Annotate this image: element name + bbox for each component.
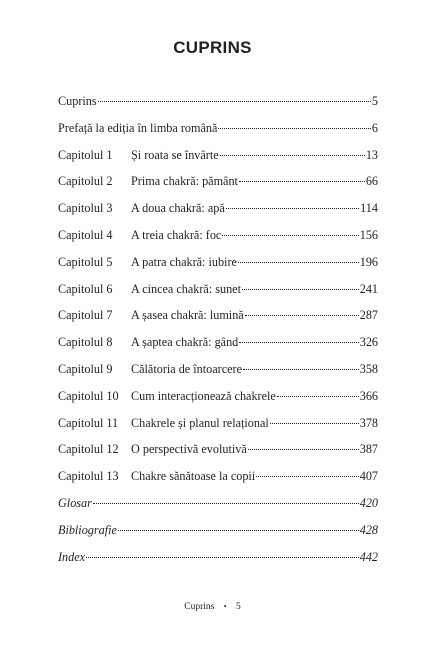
toc-entry-title: Călătoria de întoarcere — [131, 361, 242, 376]
toc-chapter-number: Capitolul 10 — [58, 388, 119, 403]
toc-dot-leader — [118, 530, 359, 531]
toc-chapter-number: Capitolul 11 — [58, 415, 119, 430]
toc-chapter-number: Capitolul 3 — [58, 201, 113, 216]
toc-page-number: 387 — [359, 442, 378, 457]
toc-entry-title: O perspectivă evolutivă — [131, 442, 247, 457]
toc-entry[interactable] — [58, 389, 378, 416]
toc-page-number: 66 — [365, 174, 378, 189]
toc-entry-title: Chakrele și planul relațional — [131, 415, 269, 430]
toc-chapter-number: Capitolul 1 — [58, 147, 113, 162]
toc-dot-leader — [243, 369, 359, 370]
footer-label: Cuprins — [184, 602, 215, 612]
toc-entry-title: A patra chakră: iubire — [131, 254, 237, 269]
toc-chapter-number: Capitolul 5 — [58, 254, 113, 269]
toc-entry[interactable] — [58, 121, 378, 148]
toc-entry-title: Chakre sănătoase la copii — [131, 469, 256, 484]
toc-entry[interactable] — [58, 469, 378, 496]
toc-entry-title: A șasea chakră: lumină — [131, 308, 244, 323]
toc-dot-leader — [242, 289, 359, 290]
toc-entry-title: Și roata se învârte — [131, 147, 219, 162]
toc-entry[interactable] — [58, 174, 378, 201]
toc-page-number: 420 — [359, 495, 378, 510]
toc-entry-title: Prefață la ediția în limba română — [58, 120, 218, 135]
toc-page-number: 156 — [359, 227, 378, 242]
toc-page-number: 6 — [371, 120, 378, 135]
toc-dot-leader — [218, 128, 371, 129]
toc-chapter-number: Capitolul 12 — [58, 442, 119, 457]
toc-dot-leader — [256, 476, 359, 477]
toc-entry-title: A cincea chakră: sunet — [131, 281, 241, 296]
toc-page-number: 428 — [359, 522, 378, 537]
toc-page-number: 287 — [359, 308, 378, 323]
toc-chapter-number: Capitolul 6 — [58, 281, 113, 296]
toc-page-number: 442 — [359, 549, 378, 564]
toc-entry-title: Prima chakră: pământ — [131, 174, 238, 189]
toc-entry[interactable] — [58, 201, 378, 228]
toc-entry-title: A șaptea chakră: gând — [131, 335, 239, 350]
toc-chapter-number: Capitolul 7 — [58, 308, 113, 323]
toc-dot-leader — [239, 342, 358, 343]
toc-chapter-number: Capitolul 8 — [58, 335, 113, 350]
toc-dot-leader — [270, 423, 359, 424]
toc-page-number: 378 — [359, 415, 378, 430]
table-of-contents — [58, 94, 378, 576]
toc-entry[interactable] — [58, 94, 378, 121]
page-title: CUPRINS — [173, 38, 252, 57]
toc-entry-title: Bibliografie — [58, 522, 117, 537]
toc-entry-title: Cuprins — [58, 94, 97, 108]
toc-entry-title: Index — [58, 549, 86, 564]
toc-page-number: 326 — [359, 335, 378, 350]
toc-page-number: 358 — [359, 361, 378, 376]
toc-entry[interactable] — [58, 335, 378, 362]
toc-chapter-number: Capitolul 4 — [58, 227, 113, 242]
toc-entry[interactable] — [58, 148, 378, 175]
toc-page-number: 114 — [360, 201, 378, 216]
toc-dot-leader — [248, 449, 359, 450]
toc-chapter-number: Capitolul 13 — [58, 469, 119, 484]
toc-page-number: 5 — [371, 94, 378, 108]
toc-entry[interactable] — [58, 550, 378, 577]
toc-dot-leader — [86, 557, 359, 558]
toc-dot-leader — [220, 155, 365, 156]
toc-dot-leader — [277, 396, 359, 397]
toc-entry-title: Cum interacționează chakrele — [131, 388, 276, 403]
toc-dot-leader — [98, 101, 371, 102]
toc-entry[interactable] — [58, 308, 378, 335]
toc-entry[interactable] — [58, 442, 378, 469]
footer-separator: • — [223, 602, 227, 611]
page-footer — [0, 602, 425, 612]
toc-dot-leader — [245, 315, 359, 316]
toc-entry-title: A treia chakră: foc — [131, 227, 222, 242]
toc-entry[interactable] — [58, 255, 378, 282]
toc-chapter-number: Capitolul 9 — [58, 361, 113, 376]
toc-dot-leader — [222, 235, 358, 236]
toc-entry-title: A doua chakră: apă — [131, 201, 225, 216]
toc-entry-title: Glosar — [58, 495, 92, 510]
toc-dot-leader — [226, 208, 359, 209]
toc-entry[interactable] — [58, 282, 378, 309]
toc-entry[interactable] — [58, 362, 378, 389]
footer-page-number: 5 — [235, 602, 241, 612]
toc-entry[interactable] — [58, 416, 378, 443]
toc-entry[interactable] — [58, 496, 378, 523]
toc-entry[interactable] — [58, 523, 378, 550]
toc-page-number: 407 — [359, 469, 378, 484]
toc-entry[interactable] — [58, 228, 378, 255]
toc-dot-leader — [238, 262, 359, 263]
toc-page-number: 366 — [359, 388, 378, 403]
toc-chapter-number: Capitolul 2 — [58, 174, 113, 189]
toc-page-number: 241 — [359, 281, 378, 296]
toc-page-number: 196 — [359, 254, 378, 269]
toc-dot-leader — [239, 181, 365, 182]
toc-dot-leader — [93, 503, 359, 504]
toc-page-number: 13 — [365, 147, 378, 162]
